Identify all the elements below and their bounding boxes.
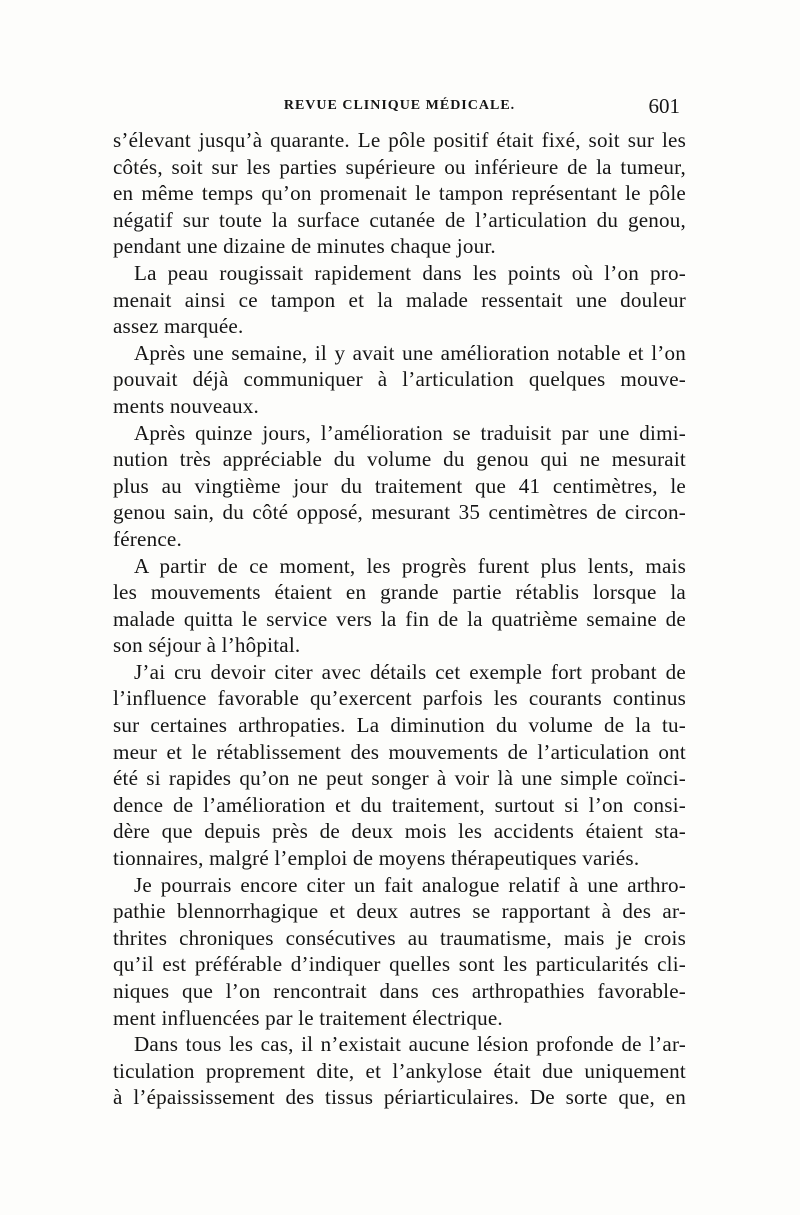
page-number: 601: [648, 94, 680, 118]
paragraph-first-line: Je pourrais encore citer un fait analogue relatif à une arthro-: [134, 872, 686, 897]
text-line: pendant une dizaine de minutes chaque jour.: [113, 234, 496, 259]
text-line: dence de l’amélioration et du traitement, surtout si l’on consi-: [113, 792, 686, 817]
paragraph-first-line: Dans tous les cas, il n’existait aucune lésion profonde de l’ar-: [134, 1032, 686, 1057]
text-line: en même temps qu’on promenait le tampon représentant le pôle: [113, 181, 686, 206]
text-line: sur certaines arthropaties. La diminution du volume de la tu-: [113, 713, 686, 738]
text-line: s’élevant jusqu’à quarante. Le pôle positif était fixé, soit sur les: [113, 128, 686, 152]
text-line: genou sain, du côté opposé, mesurant 35 centimètres de circon-: [113, 500, 686, 525]
text-line: niques que l’on rencontrait dans ces arthropathies favorable-: [113, 979, 686, 1003]
text-line: menait ainsi ce tampon et la malade ressentait une douleur: [113, 287, 686, 312]
text-line: à l’épaississement des tissus périarticulaires. De sorte que, en: [113, 1085, 686, 1110]
running-title: REVUE CLINIQUE MÉDICALE.: [283, 98, 516, 113]
text-line: nution très appréciable du volume du genou qui ne mesurait: [113, 447, 686, 472]
paragraph-first-line: La peau rougissait rapidement dans les points où l’on pro-: [134, 260, 686, 285]
text-line: malade quitta le service vers la fin de la quatrième semaine de: [113, 606, 686, 631]
text-line: les mouvements étaient en grande partie rétablis lorsque la: [113, 580, 686, 605]
running-header: [113, 94, 686, 120]
paragraph-first-line: A partir de ce moment, les progrès furent plus lents, mais: [134, 553, 686, 578]
text-line: qu’il est préférable d’indiquer quelles sont les particularités cli-: [113, 952, 686, 977]
text-line: férence.: [113, 526, 182, 551]
text-line: assez marquée.: [113, 314, 244, 339]
text-line: été si rapides qu’on ne peut songer à voir là une simple coïnci-: [113, 766, 686, 791]
text-line: son séjour à l’hôpital.: [113, 633, 301, 658]
text-line: l’influence favorable qu’exercent parfois les courants continus: [113, 686, 686, 711]
text-line: côtés, soit sur les parties supérieure ou inférieure de la tumeur,: [113, 154, 686, 179]
body-text: [113, 127, 686, 1111]
text-line: dère que depuis près de deux mois les accidents étaient sta-: [113, 819, 686, 844]
text-line: plus au vingtième jour du traitement que 41 centimètres, le: [113, 473, 686, 498]
text-line: tionnaires, malgré l’emploi de moyens thérapeutiques variés.: [113, 846, 640, 871]
text-line: ment influencées par le traitement électrique.: [113, 1005, 503, 1030]
text-line: meur et le rétablissement des mouvements de l’articulation ont: [113, 739, 686, 764]
paragraph-first-line: J’ai cru devoir citer avec détails cet exemple fort probant de: [134, 659, 686, 684]
paragraph-first-line: Après quinze jours, l’amélioration se traduisit par une dimi-: [134, 420, 686, 445]
paragraph-first-line: Après une semaine, il y avait une amélioration notable et l’on: [134, 340, 686, 365]
text-line: pathie blennorrhagique et deux autres se rapportant à des ar-: [113, 899, 686, 924]
text-line: thrites chroniques consécutives au traumatisme, mais je crois: [113, 925, 686, 950]
text-line: pouvait déjà communiquer à l’articulation quelques mouve-: [113, 367, 686, 392]
text-line: négatif sur toute la surface cutanée de l’articulation du genou,: [113, 207, 686, 232]
text-line: ticulation proprement dite, et l’ankylose était due uniquement: [113, 1058, 686, 1083]
text-line: ments nouveaux.: [113, 393, 259, 418]
